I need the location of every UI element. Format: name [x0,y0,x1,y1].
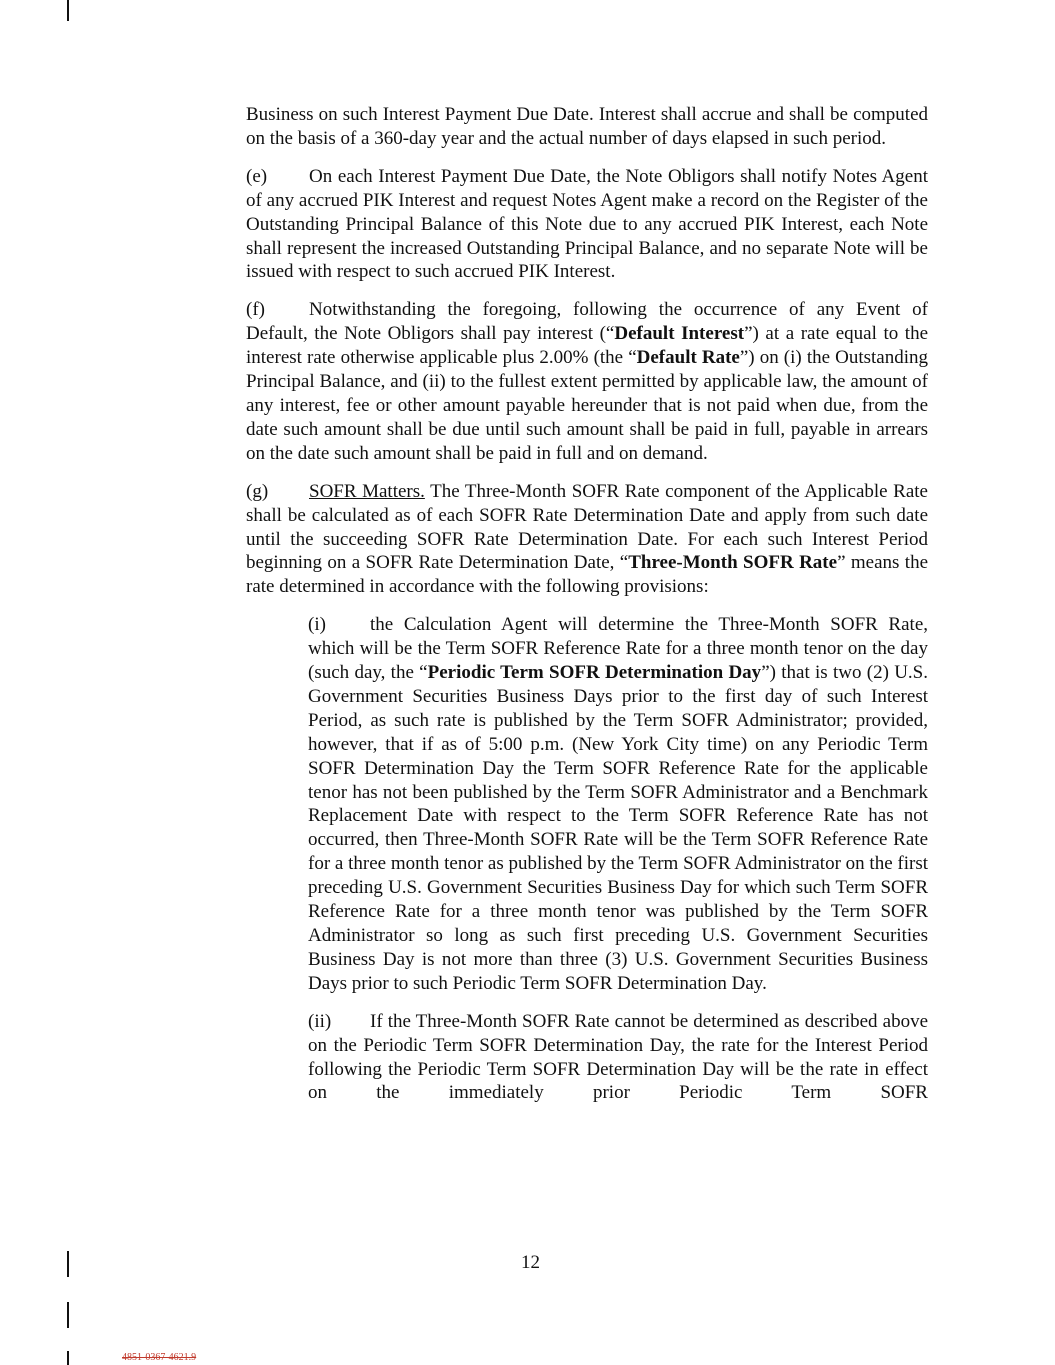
change-bar [67,1302,69,1328]
paragraph-f [246,298,928,465]
paragraph-text: Notwithstanding the foregoing, following the occurrence of any Event of Default, the Note Obligors shall pay interest (“ [246,299,928,345]
paragraph-text: ”) at a rate equal to the interest rate otherwise applicable plus 2.00% (the “ [246,323,929,369]
paragraph-label: (ii) [308,1010,332,1032]
paragraph-text: ” means the rate determined in accordance with the following provisions: [246,552,929,598]
paragraph-e [246,165,928,285]
document-id: 4851-0367-4621.9 [122,1352,197,1363]
paragraph-text: ”) on (i) the Outstanding Principal Balance, and (ii) to the fullest extent permitted by applicable law, the amount of any interest, fee or other amount payable hereunder that is not paid when due, from the date such amount shall be due until such amount shall be paid in full, payable in arrears on the date such amount shall be paid in full and on demand. [246,347,928,464]
paragraph-text: On each Interest Payment Due Date, the Note Obligors shall notify Notes Agent of any accrued PIK Interest and request Notes Agent make a record on the Register of the Outstanding Principal Balance of this Note due to any accrued PIK Interest, each Note shall represent the increased Outstanding Principal Balance, and no separate Note will be issued with respect to such accrued PIK Interest. [246,165,928,283]
defined-term: Default Interest [614,323,745,345]
paragraph-text: the Calculation Agent will determine the Three-Month SOFR Rate, which will be the Term SOFR Reference Rate for a three month tenor on the day (such day, the “ [308,614,928,684]
paragraph-g [246,480,928,600]
subparagraph-ii [308,1010,928,1106]
paragraph-label: (e) [246,165,268,187]
continuation-paragraph [246,103,928,151]
section-heading: SOFR Matters. [309,480,425,502]
subparagraph-i [308,613,928,996]
paragraph-label: (i) [308,614,326,636]
paragraph-text: ”) that is two (2) U.S. Government Securities Business Days prior to the first day of such Interest Period, as such rate is published by the Term SOFR Administrator; provided, however, that if as of 5:00 p.m. (New York City time) on any Periodic Term SOFR Determination Day the Term SOFR Reference Rate for the applicable tenor has not been published by the Term SOFR Administrator and a Benchmark Replacement Date with respect to the Term SOFR Reference Rate has not occurred, then Three-Month SOFR Rate will be the Term SOFR Reference Rate for a three month tenor as published by the Term SOFR Administrator on the first preceding U.S. Government Securities Business Day for which such Term SOFR Reference Rate for a three month tenor was published by the Term SOFR Administrator so long as such first preceding U.S. Government Securities Business Day is not more than three (3) U.S. Government Securities Business Days prior to such Periodic Term SOFR Determination Day. [308,662,928,994]
paragraph-text: The Three-Month SOFR Rate component of the Applicable Rate shall be calculated as of each SOFR Rate Determination Date and apply from such date until the succeeding SOFR Rate Determination Date. For each such Interest Period beginning on a SOFR Rate Determination Date, “ [246,480,928,574]
change-bar [67,0,69,21]
page-number: 12 [521,1252,540,1273]
paragraph-label: (g) [246,480,269,502]
change-bar [67,1351,69,1365]
continuation-text: Business on such Interest Payment Due Date. Interest shall accrue and shall be computed on the basis of a 360-day year and the actual number of days elapsed in such period. [246,104,928,149]
document-body [246,103,928,1105]
defined-term: Periodic Term SOFR Determination Day [427,662,762,684]
paragraph-label: (f) [246,299,265,321]
paragraph-text: If the Three-Month SOFR Rate cannot be determined as described above on the Periodic Term SOFR Determination Day, the rate for the Interest Period following the Periodic Term SOFR Determination Day will be the rate in effect on the immediately prior Periodic Term SOFR [308,1010,928,1104]
defined-term: Three-Month SOFR Rate [628,552,838,574]
defined-term: Default Rate [636,347,740,369]
